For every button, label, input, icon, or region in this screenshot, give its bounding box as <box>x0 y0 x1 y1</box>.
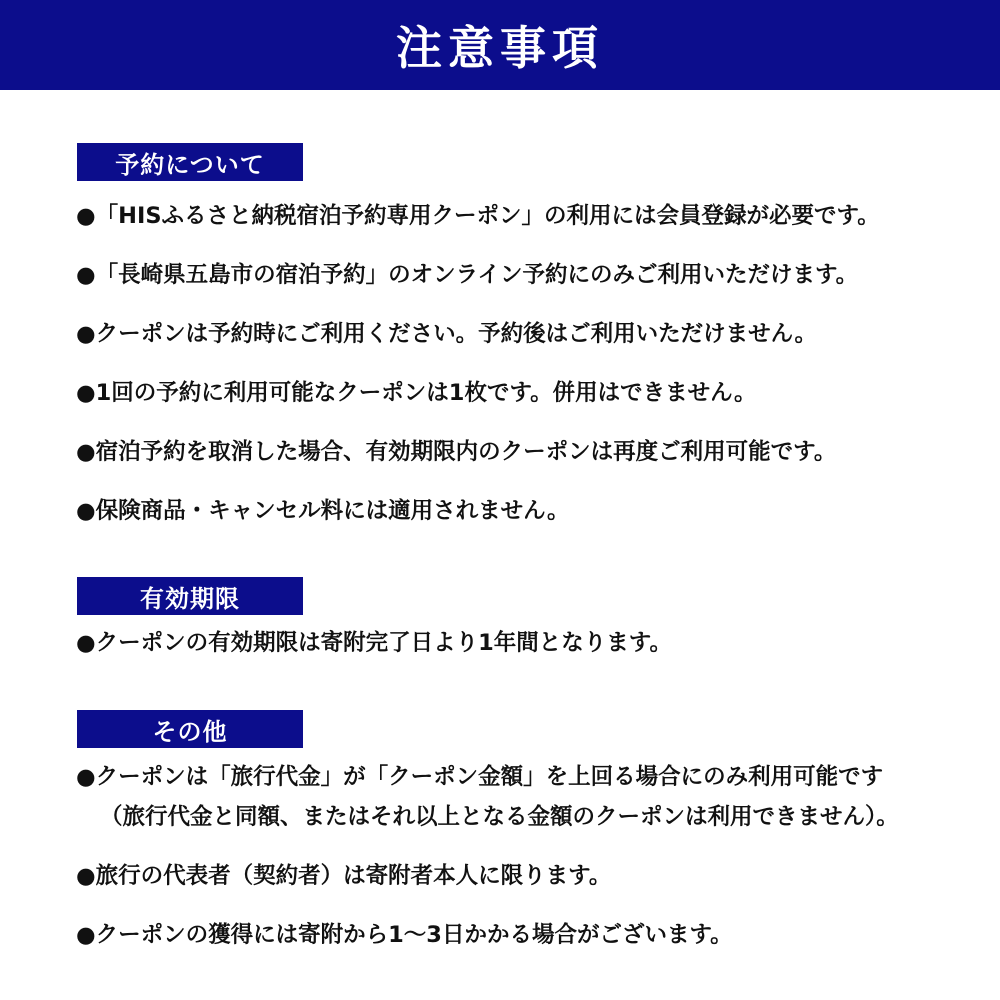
list-item: ●クーポンの有効期限は寄附完了日より1年間となります。 <box>76 630 672 656</box>
list-item: ●クーポンは「旅行代金」が「クーポン金額」を上回る場合にのみ利用可能です <box>76 764 884 790</box>
list-item: ●1回の予約に利用可能なクーポンは1枚です。併用はできません。 <box>76 380 757 406</box>
list-item: ●「長崎県五島市の宿泊予約」のオンライン予約にのみご利用いただけます。 <box>76 262 859 288</box>
list-item-continuation: （旅行代金と同額、またはそれ以上となる金額のクーポンは利用できません）。 <box>100 804 899 830</box>
section-heading-other: その他 <box>77 710 303 748</box>
list-item: ●保険商品・キャンセル料には適用されません。 <box>76 498 570 524</box>
section-heading-reservation: 予約について <box>77 143 303 181</box>
list-item: ●「HISふるさと納税宿泊予約専用クーポン」の利用には会員登録が必要です。 <box>76 203 880 229</box>
page-title: 注意事項 <box>396 21 604 75</box>
section-heading-validity: 有効期限 <box>77 577 303 615</box>
list-item: ●クーポンの獲得には寄附から1～3日かかる場合がございます。 <box>76 922 733 948</box>
list-item: ●旅行の代表者（契約者）は寄附者本人に限ります。 <box>76 863 612 889</box>
list-item: ●宿泊予約を取消した場合、有効期限内のクーポンは再度ご利用可能です。 <box>76 439 837 465</box>
list-item: ●クーポンは予約時にご利用ください。予約後はご利用いただけません。 <box>76 321 817 347</box>
page-header <box>0 0 1000 90</box>
